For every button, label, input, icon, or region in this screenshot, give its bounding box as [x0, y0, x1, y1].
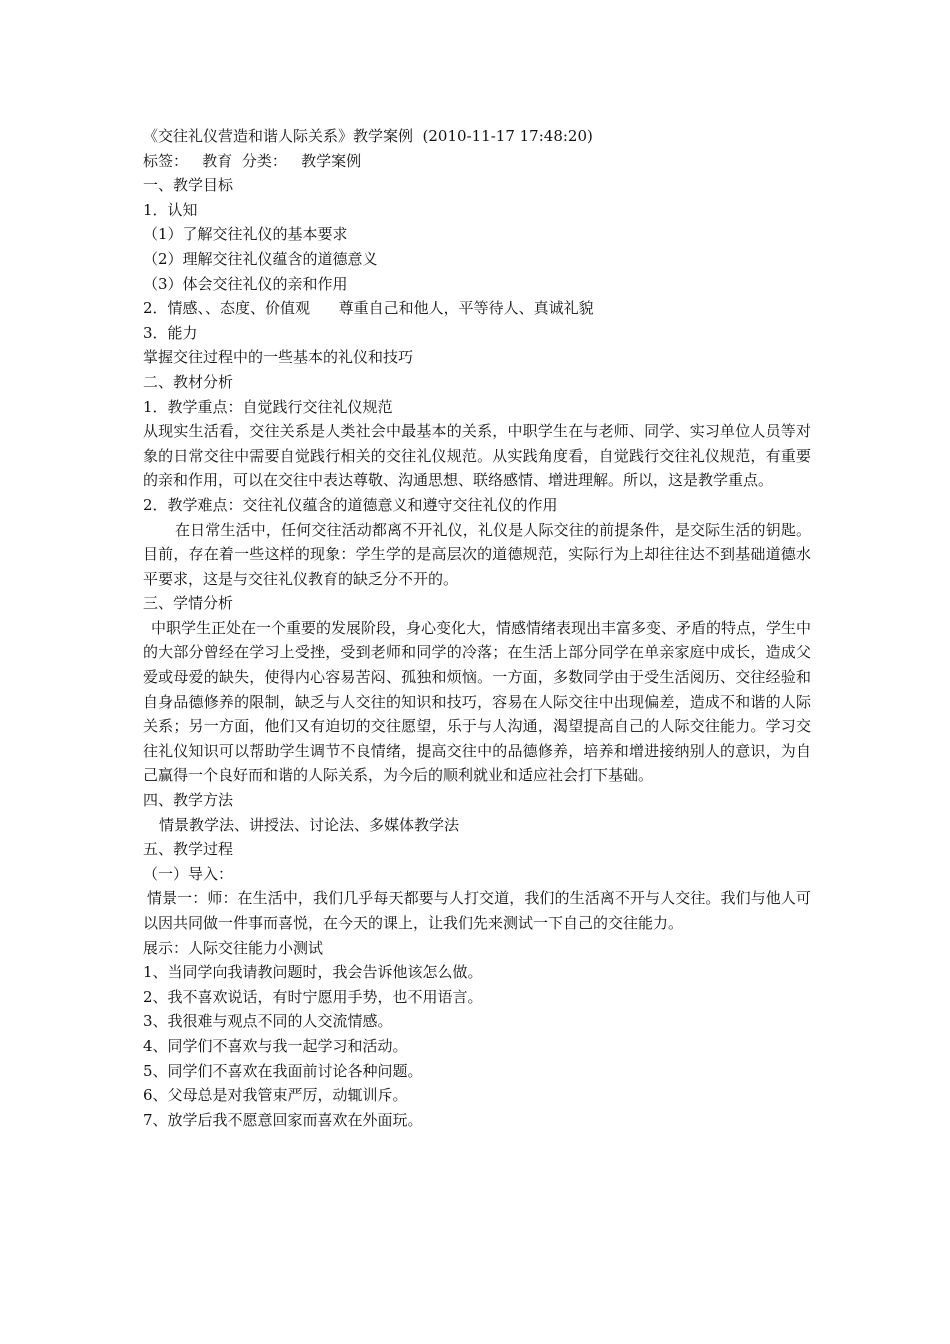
key-point-paragraph: 从现实生活看，交往关系是人类社会中最基本的关系，中职学生在与老师、同学、实习单位人员等对象的日常交往中需要自觉践行相关的交往礼仪规范。从实践角度看，自觉践行交往礼仪规范，有重要的亲和作用，可以在交往中表达尊敬、沟通思想、联络感情、增进理解。所以，这是教学重点。: [143, 422, 811, 490]
document-body: [143, 124, 811, 1132]
objective-subitem: （3）体会交往礼仪的亲和作用: [143, 274, 348, 293]
section-heading-objectives: 一、教学目标: [143, 176, 234, 195]
key-point-heading: 1．教学重点：自觉践行交往礼仪规范: [143, 397, 393, 416]
section-heading-students: 三、学情分析: [143, 594, 234, 613]
quiz-title: 展示：人际交往能力小测试: [143, 938, 324, 957]
quiz-item: 4、同学们不喜欢与我一起学习和活动。: [143, 1036, 408, 1055]
objective-item-cognition: 1．认知: [143, 200, 198, 219]
quiz-item: 6、父母总是对我管束严厉，动辄训斥。: [143, 1086, 408, 1105]
objective-ability-text: 掌握交往过程中的一些基本的礼仪和技巧: [143, 348, 414, 367]
objective-item-emotion: 2．情感、、态度、价值观 尊重自己和他人，平等待人、真诚礼貌: [143, 299, 594, 318]
difficult-point-paragraph: 在日常生活中，任何交往活动都离不开礼仪，礼仪是人际交往的前提条件，是交际生活的钥匙。目前，存在着一些这样的现象：学生学的是高层次的道德规范，实际行为上却往往达不到基础道德水平要求，这是与交往礼仪教育的缺乏分不开的。: [143, 520, 811, 588]
tags-line: 标签： 教育 分类： 教学案例: [143, 151, 362, 170]
objective-subitem: （2）理解交往礼仪蕴含的道德意义: [143, 249, 378, 268]
quiz-item: 7、放学后我不愿意回家而喜欢在外面玩。: [143, 1110, 423, 1129]
students-paragraph: 中职学生正处在一个重要的发展阶段，身心变化大，情感情绪表现出丰富多变、矛盾的特点，学生中的大部分曾经在学习上受挫，受到老师和同学的冷落；在生活上部分同学在单亲家庭中成长，造成父爱或母爱的缺失，使得内心容易苦闷、孤独和烦恼。一方面，多数同学由于受生活阅历、交往经验和自身品德修养的限制，缺乏与人交往的知识和技巧，容易在人际交往中出现偏差，造成不和谐的人际关系；另一方面，他们又有迫切的交往愿望，乐于与人沟通，渴望提高自己的人际交往能力。学习交往礼仪知识可以帮助学生调节不良情绪，提高交往中的品德修养，培养和增进接纳别人的意识，为自己赢得一个良好而和谐的人际关系，为今后的顺利就业和适应社会打下基础。: [143, 618, 812, 785]
section-heading-methods: 四、教学方法: [143, 791, 234, 810]
quiz-item: 1、当同学向我请教问题时，我会告诉他该怎么做。: [143, 963, 483, 982]
methods-paragraph: 情景教学法、讲授法、讨论法、多媒体教学法: [159, 815, 460, 834]
document-title: 《交往礼仪营造和谐人际关系》教学案例 (2010-11-17 17:48:20): [143, 127, 593, 145]
difficult-point-heading: 2．教学难点：交往礼仪蕴含的道德意义和遵守交往礼仪的作用: [143, 495, 558, 514]
quiz-item: 5、同学们不喜欢在我面前讨论各种问题。: [143, 1061, 423, 1080]
section-heading-material: 二、教材分析: [143, 372, 234, 391]
scene-paragraph: 情景一：师：在生活中，我们几乎每天都要与人打交道，我们的生活离不开与人交往。我们与他人可以因共同做一件事而喜悦，在今天的课上，让我们先来测试一下自己的交往能力。: [143, 889, 811, 932]
quiz-item: 3、我很难与观点不同的人交流情感。: [143, 1012, 393, 1031]
quiz-item: 2、我不喜欢说话，有时宁愿用手势，也不用语言。: [143, 987, 483, 1006]
objective-item-ability: 3．能力: [143, 323, 198, 342]
objective-subitem: （1）了解交往礼仪的基本要求: [143, 225, 348, 244]
section-heading-process: 五、教学过程: [143, 840, 234, 859]
process-intro: （一）导入：: [143, 864, 234, 883]
